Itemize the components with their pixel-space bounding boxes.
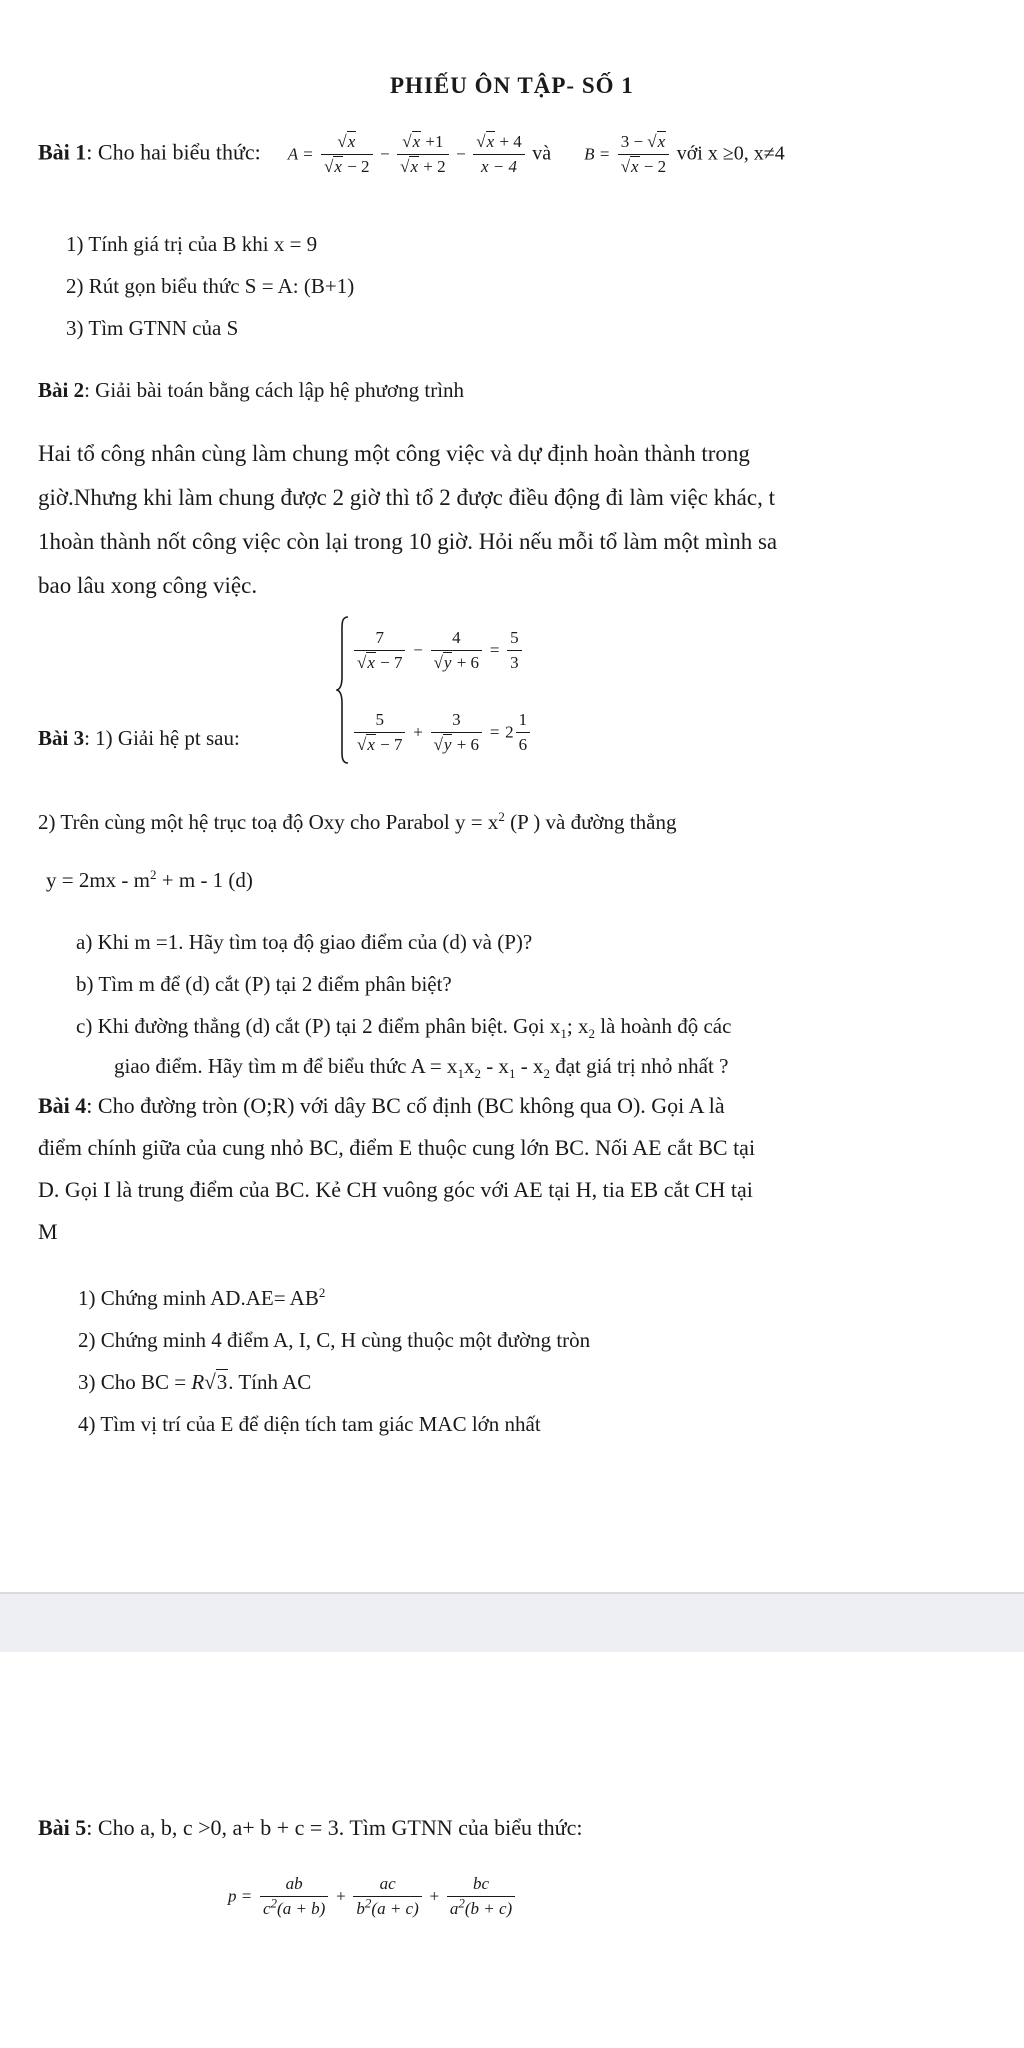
expr-A-term2: $\frac{√x +1}{√x + 2}$ bbox=[397, 132, 448, 177]
bai3-item-a: a) Khi m =1. Hãy tìm toạ độ giao điểm của (d) và (P)? bbox=[76, 930, 533, 954]
bai2-line-4: bao lâu xong công việc. bbox=[38, 573, 258, 598]
bai1-item-1: 1) Tính giá trị của B khi x = 9 bbox=[66, 232, 318, 256]
bai1-intro: : Cho hai biểu thức: bbox=[86, 139, 261, 165]
expr-A-term3: $\frac{√x + 4}{x - 4}$ bbox=[473, 132, 524, 177]
minus-sign: − bbox=[456, 144, 466, 164]
expr-A-lhs: A = bbox=[287, 144, 314, 164]
bai2-line-3: 1hoàn thành nốt công việc còn lại trong 10 giờ. Hỏi nếu mỗi tổ làm một mình sa bbox=[38, 529, 778, 554]
page-gap bbox=[0, 1592, 1024, 1652]
expr-A-term1: $\frac{√x}{√x - 2}$ bbox=[321, 132, 372, 177]
bai4-item-2: 2) Chứng minh 4 điểm A, I, C, H cùng thuộc một đường tròn bbox=[78, 1328, 591, 1352]
bai1-item-3: 3) Tìm GTNN của S bbox=[66, 316, 239, 340]
expr-B: $\frac{3 - √x}{√x - 2}$ bbox=[618, 132, 669, 177]
bai1-statement bbox=[38, 132, 785, 177]
and-word: và bbox=[532, 142, 552, 165]
bai3-item-b: b) Tìm m để (d) cắt (P) tại 2 điểm phân biệt? bbox=[76, 972, 452, 996]
bai5-label: Bài 5 bbox=[38, 1815, 87, 1840]
bai2-line-2: giờ.Nhưng khi làm chung được 2 giờ thì tổ 2 được điều động đi làm việc khác, t bbox=[38, 485, 775, 510]
bai5-expression: p = $\frac{ab}{c^2(a + b)}$ + $\frac{ac}{b^2(a + c)}$ + $\frac{bc}{a^2(b + c)}$ bbox=[228, 1874, 517, 1919]
bai2-line-1: Hai tổ công nhân cùng làm chung một công việc và dự định hoàn thành trong bbox=[38, 441, 750, 466]
worksheet-page-2 bbox=[0, 1654, 1024, 2048]
expr-B-lhs: B = bbox=[584, 144, 611, 164]
system-brace bbox=[336, 615, 350, 765]
bai4-label: Bài 4 bbox=[38, 1093, 87, 1118]
bai3-intro bbox=[38, 724, 240, 752]
bai4-item-1: 1) Chứng minh $AD.AE= AB^2$ bbox=[78, 1285, 326, 1310]
bai2-heading bbox=[38, 376, 464, 404]
bai2-heading-text: : Giải bài toán bằng cách lập hệ phương trình bbox=[84, 378, 465, 402]
bai1-item-2: 2) Rút gọn biểu thức S = A: (B+1) bbox=[66, 274, 355, 298]
bai4-line-3: D. Gọi I là trung điểm của BC. Kẻ CH vuông góc với AE tại H, tia EB cắt CH tại bbox=[38, 1177, 753, 1202]
page-divider bbox=[0, 1592, 1024, 1594]
bai3-label: Bài 3 bbox=[38, 726, 85, 750]
system-equation-2: $\frac{5}{√x - 7}$ + $\frac{3}{√y + 6}$ = 2 $\frac{1}{6}$ bbox=[352, 710, 532, 755]
bai3-line-equation: $y = 2mx - m^2 + m - 1$ (d) bbox=[46, 867, 253, 892]
bai3-item-c-line1: c) Khi đường thẳng (d) cắt (P) tại 2 điểm phân biệt. Gọi $x_1$; $x_2$ là hoành độ các bbox=[76, 1014, 732, 1042]
bai4-item-4: 4) Tìm vị trí của E để diện tích tam giác MAC lớn nhất bbox=[78, 1412, 541, 1436]
bai4-item-3: 3) Cho BC = R√3. Tính AC bbox=[78, 1370, 312, 1394]
bai2-label: Bài 2 bbox=[38, 378, 85, 402]
bai1-condition: với x ≥0, x≠4 bbox=[676, 142, 785, 165]
bai3-item-c-line2: giao điểm. Hãy tìm m để biểu thức $A = x_1x_2 - x_1 - x_2$ đạt giá trị nhỏ nhất ? bbox=[114, 1054, 729, 1082]
bai3-part2: 2) Trên cùng một hệ trục toạ độ Oxy cho Parabol $y = x^2$ (P ) và đường thẳng bbox=[38, 809, 677, 834]
bai1-label: Bài 1 bbox=[38, 139, 87, 165]
bai5-statement: Bài 5: Cho a, b, c >0, a+ b + c = 3. Tìm GTNN của biểu thức: bbox=[38, 1815, 583, 1840]
system-equation-1: $\frac{7}{√x - 7}$ − $\frac{4}{√y + 6}$ = $\frac{5}{3}$ bbox=[352, 628, 524, 673]
bai4-line-4: M bbox=[38, 1219, 58, 1244]
minus-sign: − bbox=[380, 144, 390, 164]
bai3-intro-text: : 1) Giải hệ pt sau: bbox=[84, 726, 240, 750]
bai4-line-1: Bài 4: Cho đường tròn (O;R) với dây BC cố định (BC không qua O). Gọi A là bbox=[38, 1093, 725, 1118]
bai4-line-2: điểm chính giữa của cung nhỏ BC, điểm E thuộc cung lớn BC. Nối AE cắt BC tại bbox=[38, 1135, 756, 1160]
page-title: PHIẾU ÔN TẬP- SỐ 1 bbox=[390, 73, 634, 98]
